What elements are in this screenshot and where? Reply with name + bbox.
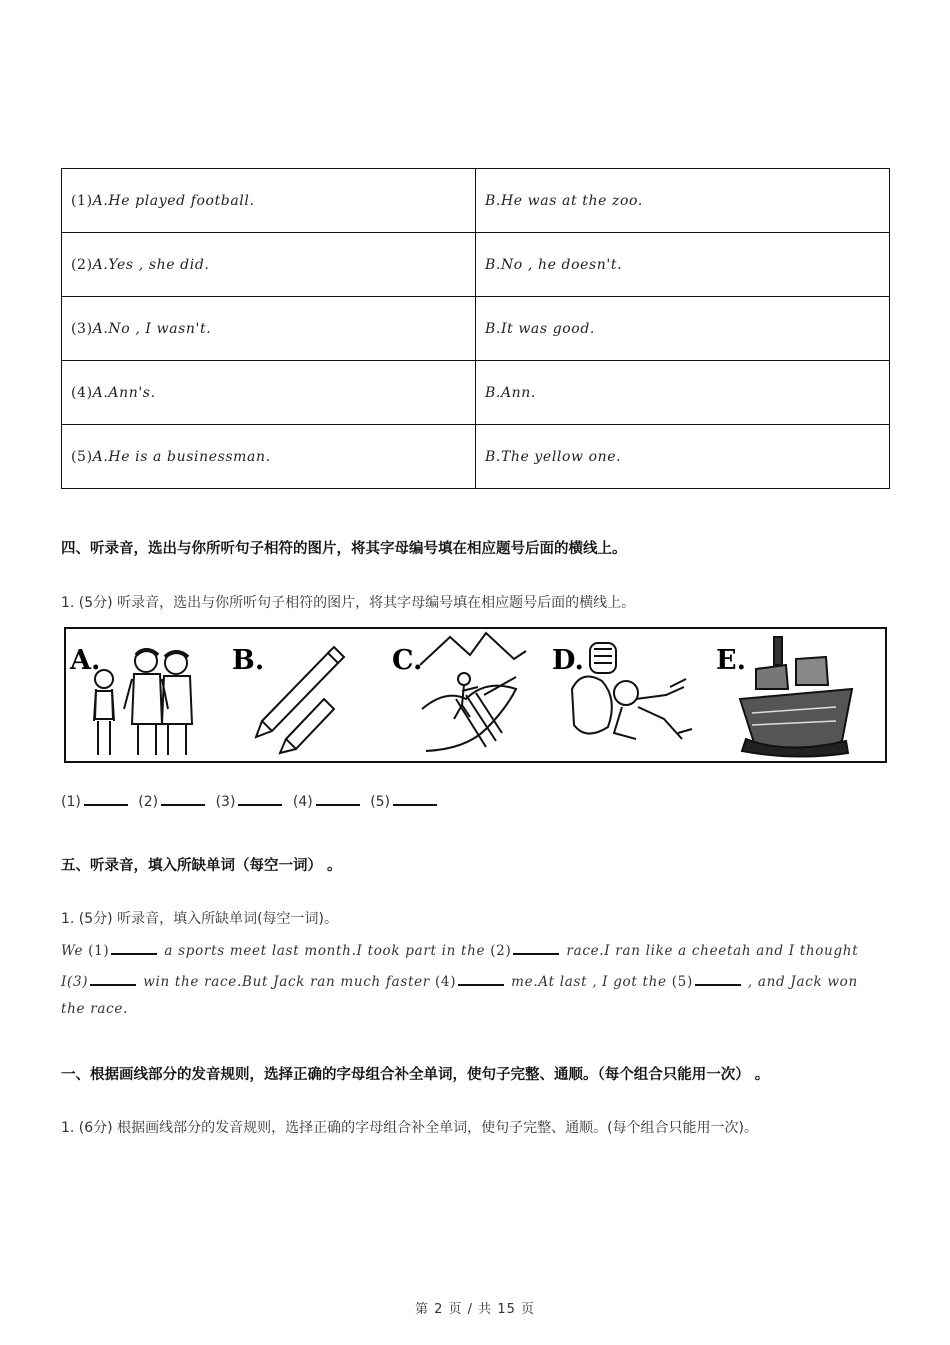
- page-footer: 第 2 页 / 共 15 页: [415, 1302, 535, 1317]
- option-b-cell: B.It was good.: [476, 297, 890, 361]
- option-a-cell: [62, 297, 476, 361]
- passage-blank-4[interactable]: [458, 972, 504, 986]
- option-a-text: A.No , I wasn't.: [92, 320, 212, 337]
- picture-label-d: D.: [552, 645, 584, 676]
- blank-label-2: (2): [138, 794, 159, 810]
- blank-number: (5): [671, 974, 693, 990]
- answer-blank-2[interactable]: [161, 790, 205, 806]
- option-row: [62, 425, 890, 489]
- mountain-climbing-illustration: [420, 633, 526, 751]
- answer-blank-5[interactable]: [393, 790, 437, 806]
- option-row: [62, 169, 890, 233]
- section-4-question: 1. (5分) 听录音，选出与你所听句子相符的图片，将其字母编号填在相应题号后面的横线上。: [61, 595, 636, 611]
- answer-blank-1[interactable]: [84, 790, 128, 806]
- blank-number: (1): [88, 943, 110, 959]
- answer-blanks-row: [61, 790, 443, 810]
- blank-label-1: (1): [61, 794, 81, 810]
- blank-label-5: (5): [370, 794, 391, 810]
- blank-label-4: (4): [292, 794, 313, 810]
- option-row: [62, 297, 890, 361]
- picture-label-c: C.: [392, 645, 423, 676]
- passage-line-1: [61, 941, 891, 959]
- passage-text: We: [61, 943, 89, 959]
- passage-text: I(3): [61, 974, 89, 990]
- picture-strip: [64, 627, 887, 763]
- passage-line-3: the race.: [61, 1001, 129, 1017]
- blank-label-3: (3): [215, 794, 236, 810]
- passage-blank-1[interactable]: [111, 941, 157, 955]
- question-number: (1): [71, 192, 93, 209]
- option-b-cell: B.The yellow one.: [476, 425, 890, 489]
- picture-label-b: B.: [232, 645, 265, 676]
- section-1-heading: 一、根据画线部分的发音规则，选择正确的字母组合补全单词，使句子完整、通顺。（每个组合只能用一次） 。: [61, 1067, 770, 1083]
- question-number: (2): [71, 256, 93, 273]
- section-1-question: 1. (6分) 根据画线部分的发音规则，选择正确的字母组合补全单词，使句子完整、通顺。(每个组合只能用一次)。: [61, 1120, 759, 1136]
- section-5-question: 1. (5分) 听录音，填入所缺单词(每空一词)。: [61, 911, 339, 927]
- blank-number: (4): [434, 974, 457, 990]
- question-number: (5): [71, 448, 93, 465]
- picture-label-e: E.: [716, 645, 746, 676]
- blank-number: (2): [490, 943, 512, 959]
- question-number: (4): [71, 384, 93, 401]
- child-illustration: [572, 643, 692, 739]
- option-a-cell: [62, 169, 476, 233]
- section-5-heading: 五、听录音，填入所缺单词（每空一词） 。: [61, 858, 342, 874]
- option-b-cell: B.He was at the zoo.: [476, 169, 890, 233]
- option-a-text: A.He played football.: [92, 192, 255, 209]
- option-b-cell: B.No , he doesn't.: [476, 233, 890, 297]
- question-number: (3): [71, 320, 93, 337]
- option-b-cell: B.Ann.: [476, 361, 890, 425]
- passage-text: me.At last , I got the: [506, 974, 672, 990]
- ship-illustration: [740, 637, 852, 757]
- answer-blank-4[interactable]: [316, 790, 360, 806]
- option-row: [62, 361, 890, 425]
- option-a-cell: [62, 361, 476, 425]
- passage-text: race.I ran like a cheetah and I thought: [561, 943, 859, 959]
- option-a-text: A.Yes , she did.: [92, 256, 210, 273]
- answer-blank-3[interactable]: [238, 790, 282, 806]
- passage-blank-2[interactable]: [513, 941, 559, 955]
- option-a-text: A.Ann's.: [92, 384, 156, 401]
- people-illustration: [94, 650, 192, 755]
- option-a-cell: [62, 425, 476, 489]
- picture-strip-illustrations: [66, 629, 885, 761]
- pencils-illustration: [256, 647, 344, 753]
- option-a-cell: [62, 233, 476, 297]
- passage-blank-5[interactable]: [695, 972, 741, 986]
- option-a-text: A.He is a businessman.: [92, 448, 271, 465]
- passage-text: , and Jack won: [742, 974, 858, 990]
- picture-label-a: A.: [70, 645, 101, 676]
- passage-text: a sports meet last month.I took part in the: [159, 943, 491, 959]
- option-row: [62, 233, 890, 297]
- answer-options-table: [61, 168, 890, 489]
- passage-text: win the race.But Jack ran much faster: [138, 974, 435, 990]
- passage-line-2: [61, 972, 891, 990]
- section-4-heading: 四、听录音，选出与你所听句子相符的图片，将其字母编号填在相应题号后面的横线上。: [61, 541, 627, 557]
- passage-blank-3[interactable]: [90, 972, 136, 986]
